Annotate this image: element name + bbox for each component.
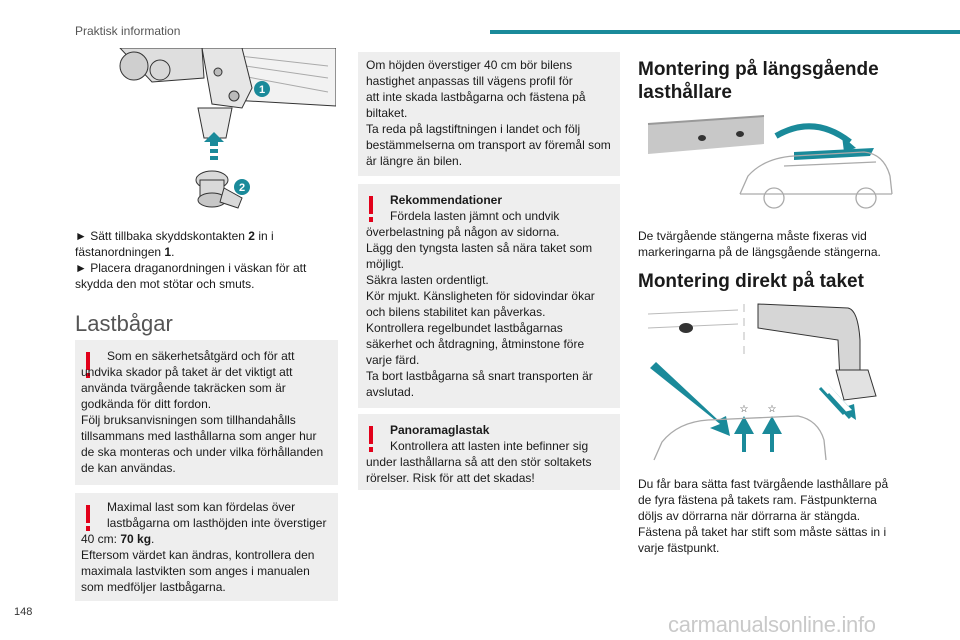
info-box-text: Om höjden överstiger 40 cm bör bilens hastighet anpassas till vägens profil för att inte skada lastbågarna och fästena på biltaket. Ta reda på lagstiftningen i landet och följ bestämmelserna om transport av föremål som är längre än bilen.	[366, 58, 611, 168]
heading-longitudinal-rails: Montering på längsgående lasthållare	[638, 59, 879, 103]
paragraph-longitudinal: De tvärgående stängerna måste fixeras vid markeringarna på de längsgående stängerna.	[638, 229, 881, 259]
panorama-title: Panoramaglastak	[390, 423, 490, 437]
tow-hitch-illustration	[92, 48, 336, 218]
recommendations-box	[358, 184, 620, 408]
step-2-line-1: ► Placera draganordningen i väskan för att	[75, 261, 307, 275]
warning-1-text: Som en säkerhetsåtgärd och för att undvika skador på taket är det viktigt att använda tvärgående takräcken som är godkända för ditt fordon. Följ bruksanvisningen som tillhandahålls tillsammans med lasthållarna som anger hur de ska monteras och under vilka förhållanden de kan användas.	[81, 349, 324, 475]
callout-1: 1	[258, 84, 266, 96]
recommendations-title: Rekommendationer	[390, 193, 503, 207]
warning-box-2	[75, 493, 338, 601]
panorama-box	[358, 414, 620, 490]
paragraph-direct-roof: Du får bara sätta fast tvärgående lasthållare på de fyra fästena på takets ram. Fästpunkterna döljs av dörrarna när dörrarna är stängda. Fästena på taket har stift som måste sättas in i varje fästpunkt.	[638, 477, 889, 555]
warning-box-1	[75, 340, 338, 485]
step-list	[75, 228, 340, 292]
warning-2-line-3: 40 cm: 70 kg.	[81, 532, 155, 546]
info-box	[358, 52, 620, 176]
panorama-body: Kontrollera att lasten inte befinner sig under lasthållarna så att den stör soltakets rörelser. Risk för att det skadas!	[366, 439, 592, 485]
roof-rail-illustration	[644, 114, 900, 214]
watermark: carmanualsonline.info	[668, 612, 876, 637]
recommendations-body: Fördela lasten jämnt och undvik överbelastning på någon av sidorna. Lägg den tyngsta lasten så nära taket som möjligt. Säkra lasten ordentligt. Kör mjukt. Känsligheten för sidovindar ökar och bilens stabilitet kan påverkas. Kontrollera regelbundet lastbågarnas säkerhet och åtdragning, åtminstone före varje färd. Ta bort lastbågarna så snart transporten är avslutad.	[366, 209, 595, 399]
header-accent-bar	[490, 30, 960, 34]
step-1-line-2: fästanordningen 1.	[75, 245, 175, 259]
step-2-line-2: skydda den mot stötar och smuts.	[75, 277, 255, 291]
heading-direct-roof: Montering direkt på taket	[638, 271, 864, 292]
callout-2: 2	[238, 182, 246, 194]
page-number: 148	[14, 606, 33, 618]
roof-mount-illustration	[648, 300, 900, 468]
warning-2-rest: Eftersom värdet kan ändras, kontrollera den maximala lastvikten som anges i manualen som medföljer lastbågarna.	[81, 548, 315, 594]
heading-lastbagar: Lastbågar	[75, 311, 173, 336]
svg-text:☆: ☆	[767, 404, 777, 415]
section-title: Praktisk information	[75, 24, 181, 38]
warning-2-line-1: Maximal last som kan fördelas över	[107, 500, 296, 514]
svg-text:☆: ☆	[739, 404, 749, 415]
warning-2-text	[81, 499, 335, 595]
warning-2-line-2: lastbågarna om lasthöjden inte överstiger	[107, 516, 327, 530]
step-1-line-1: ► Sätt tillbaka skyddskontakten 2 in i	[75, 229, 274, 243]
